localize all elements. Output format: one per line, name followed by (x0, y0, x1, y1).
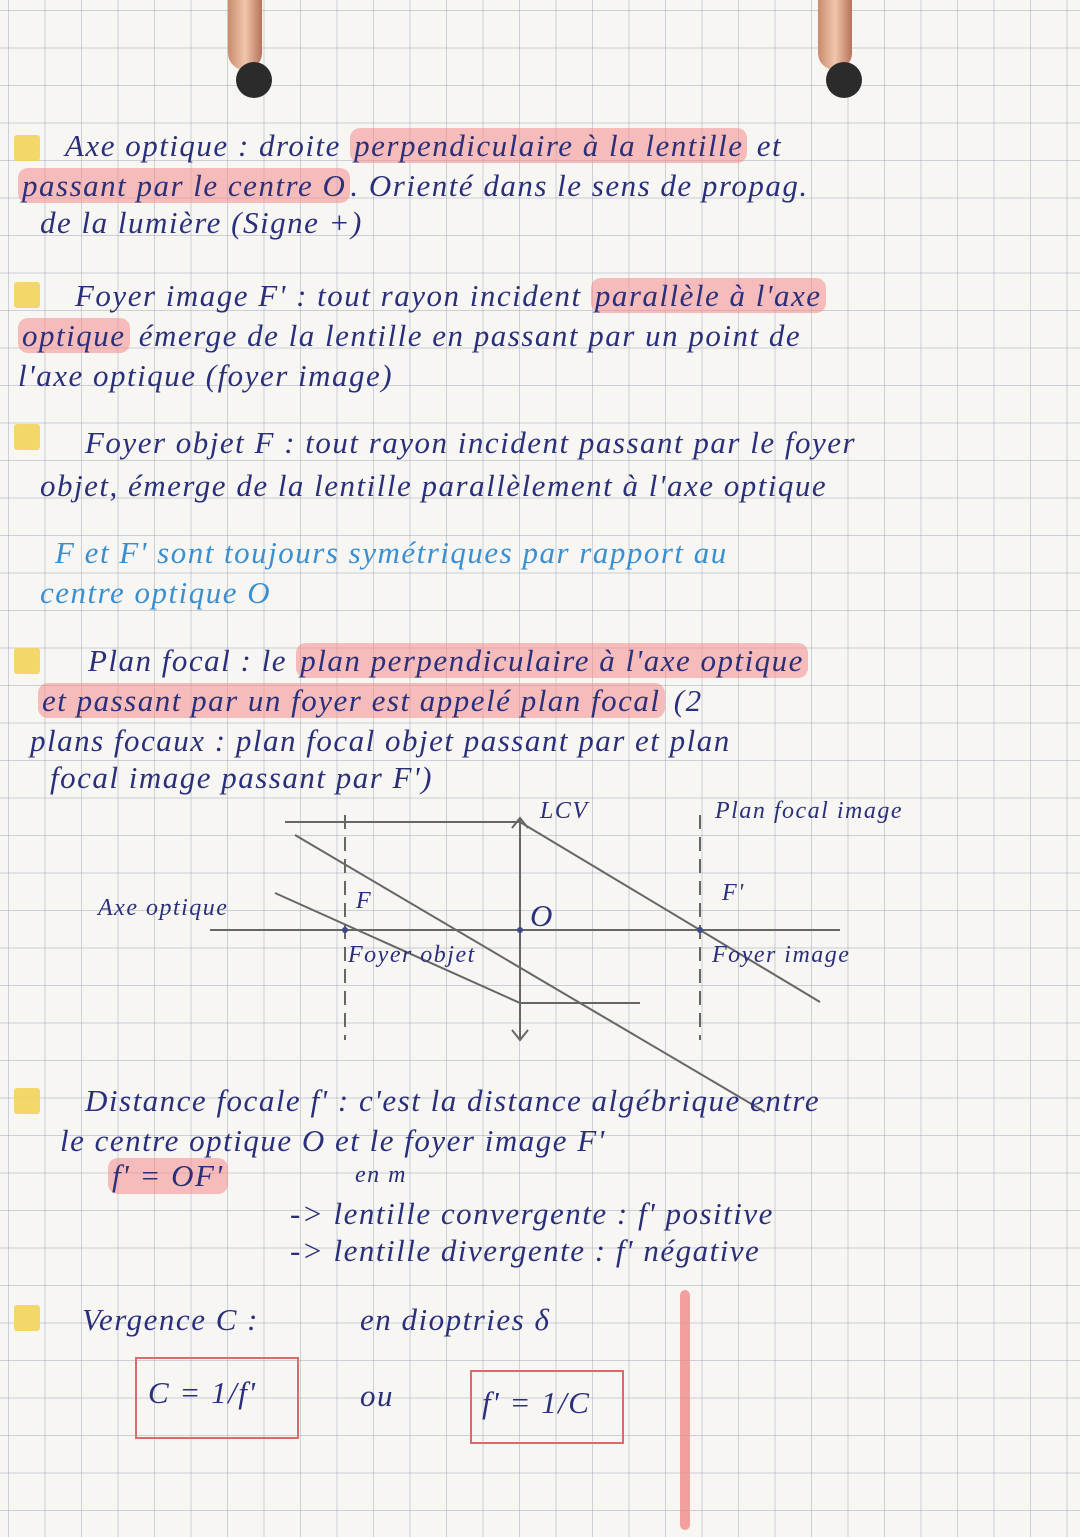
label-axe-optique: Axe optique (98, 895, 229, 921)
label-foyer-image: Foyer image (712, 942, 851, 968)
text: . Orienté dans le sens de propag. (350, 168, 809, 203)
unit-meters: en m (355, 1162, 407, 1188)
highlight: passant par le centre O (18, 168, 350, 203)
highlight: parallèle à l'axe (591, 278, 826, 313)
highlight: plan perpendiculaire à l'axe optique (296, 643, 808, 678)
label-f: F (356, 888, 373, 914)
label-o: O (530, 898, 554, 933)
distance-focale-line2: le centre optique O et le foyer image F' (60, 1123, 606, 1158)
symetrie-line1: F et F' sont toujours symétriques par rapport au (55, 535, 728, 570)
highlight: optique (18, 318, 130, 353)
vergence-term: Vergence C : (82, 1302, 259, 1337)
plan-focal-line3: plans focaux : plan focal objet passant par et plan (30, 723, 731, 758)
formula-vergence: C = 1/f' (148, 1375, 257, 1410)
label-plan-focal-image: Plan focal image (715, 798, 903, 824)
bullet-marker (14, 1088, 40, 1114)
or-text: ou (360, 1378, 394, 1413)
text: émerge de la lentille en passant par un point de (129, 318, 802, 353)
formula-focal-from-vergence: f' = 1/C (482, 1385, 591, 1420)
axe-optique-line3: de la lumière (Signe +) (40, 205, 363, 240)
symetrie-line2: centre optique O (40, 575, 272, 610)
text: et (747, 128, 783, 163)
text: Foyer image F' : tout rayon incident (75, 278, 591, 313)
foyer-objet-line1: Foyer objet F : tout rayon incident passant par le foyer (85, 425, 857, 460)
label-foyer-objet: Foyer objet (348, 942, 476, 968)
term: Plan focal : le (88, 643, 297, 678)
margin-highlight-stroke (680, 1290, 690, 1530)
text: (2 (664, 683, 703, 718)
label-lcv: LCV (540, 798, 589, 824)
highlight: perpendiculaire à la lentille (350, 128, 747, 163)
point-f (342, 927, 348, 933)
plan-focal-line4: focal image passant par F') (50, 760, 433, 795)
foyer-objet-line2: objet, émerge de la lentille parallèlement à l'axe optique (40, 468, 828, 503)
point-o (517, 927, 523, 933)
term: Axe optique : droite (65, 128, 351, 163)
label-fp: F' (722, 880, 745, 906)
highlight: et passant par un foyer est appelé plan focal (38, 683, 665, 718)
formula-focal-distance: f' = OF' (108, 1158, 228, 1194)
diverging-lens-note: -> lentille divergente : f' négative (290, 1233, 761, 1268)
converging-lens-note: -> lentille convergente : f' positive (290, 1196, 774, 1231)
point-fp (697, 927, 703, 933)
ray-center (295, 835, 765, 1112)
bullet-marker (14, 1305, 40, 1331)
distance-focale-line1: Distance focale f' : c'est la distance algébrique entre (85, 1083, 821, 1118)
vergence-unit: en dioptries δ (360, 1302, 551, 1337)
foyer-image-line3: l'axe optique (foyer image) (18, 358, 394, 393)
